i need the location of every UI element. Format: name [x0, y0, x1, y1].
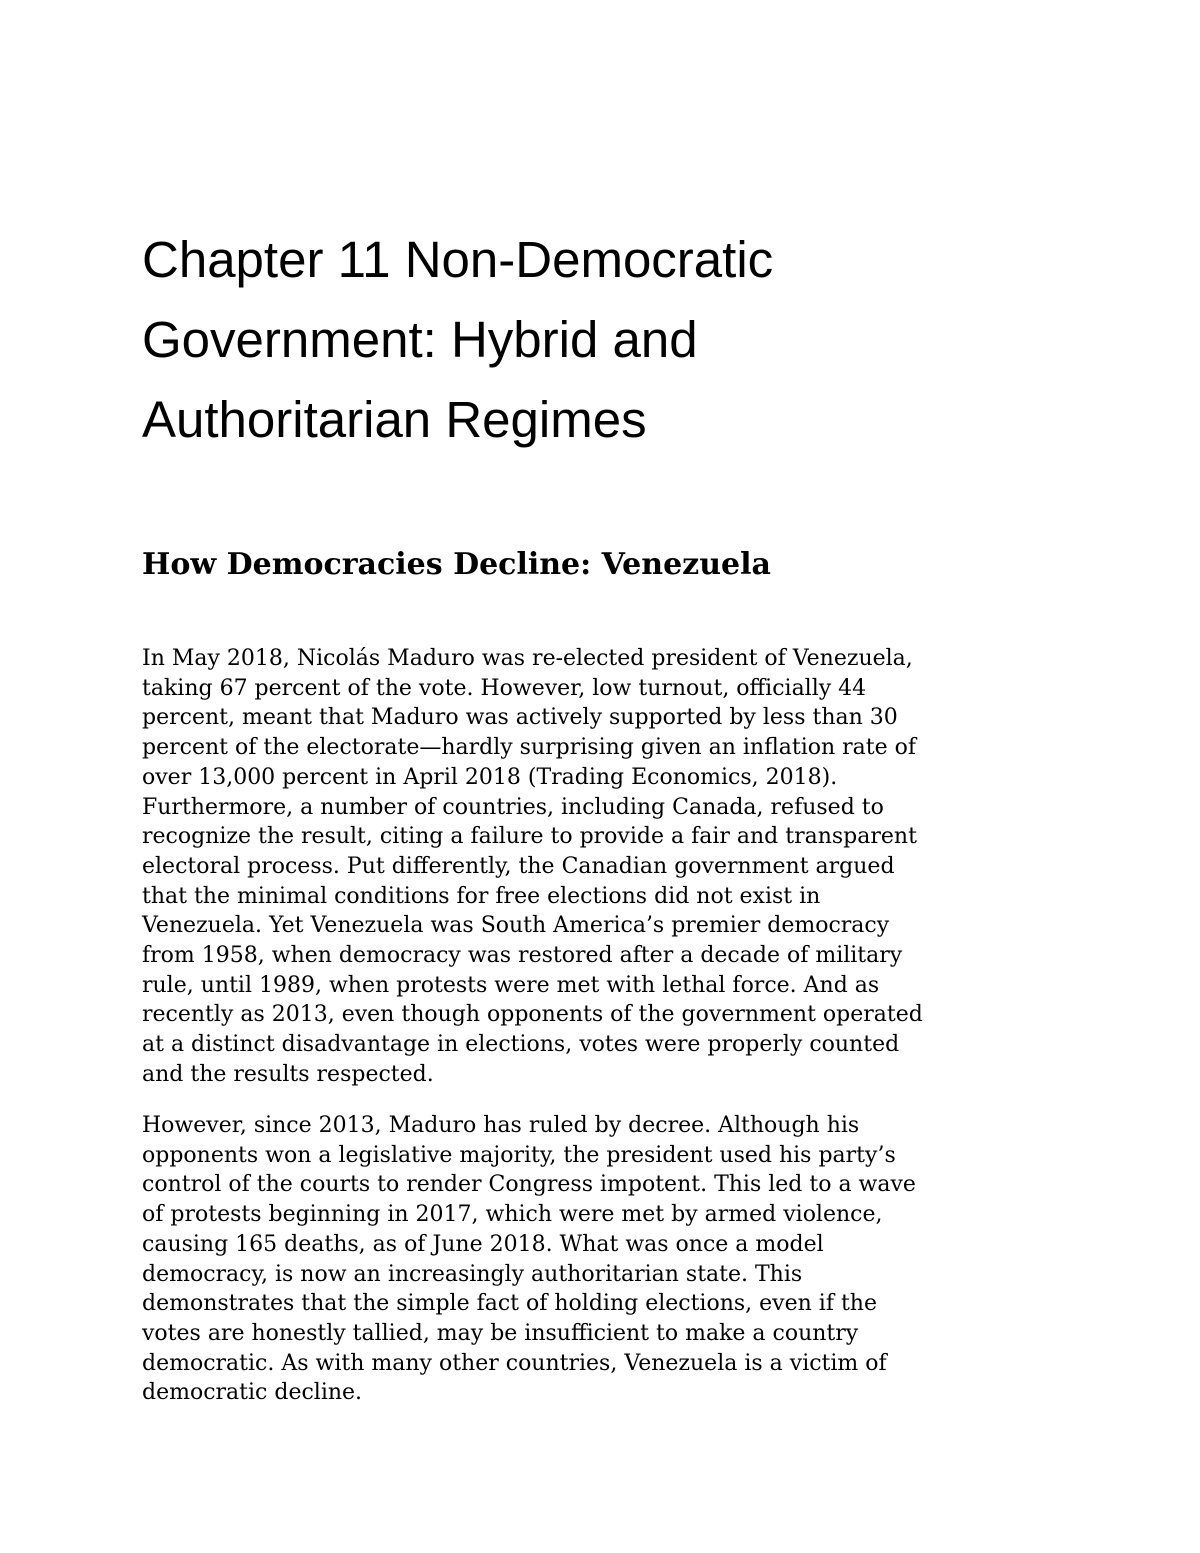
paragraph-line: opponents won a legislative majority, the president used his party’s	[142, 1142, 896, 1168]
paragraph-line: and the results respected.	[142, 1061, 434, 1087]
paragraph-line: causing 165 deaths, as of June 2018. What was once a model	[142, 1231, 824, 1257]
chapter-title-line: Authoritarian Regimes	[142, 391, 647, 448]
paragraph-line: rule, until 1989, when protests were met with lethal force. And as	[142, 972, 880, 998]
section-heading: How Democracies Decline: Venezuela	[142, 547, 771, 582]
paragraph-line: democratic. As with many other countries, Venezuela is a victim of	[142, 1350, 887, 1376]
paragraph-line: from 1958, when democracy was restored after a decade of military	[142, 943, 903, 969]
paragraph-line: democracy, is now an increasingly authoritarian state. This	[142, 1261, 803, 1287]
paragraph-line: recognize the result, citing a failure to provide a fair and transparent	[142, 824, 917, 850]
paragraph-line: over 13,000 percent in April 2018 (Trading Economics, 2018).	[142, 764, 838, 790]
paragraph-line: However, since 2013, Maduro has ruled by decree. Although his	[142, 1113, 860, 1138]
paragraph-line: taking 67 percent of the vote. However, low turnout, officially 44	[142, 675, 867, 701]
paragraph-line: percent, meant that Maduro was actively supported by less than 30	[142, 705, 898, 731]
chapter-title-line: Government: Hybrid and	[142, 311, 698, 368]
paragraph-line: votes are honestly tallied, may be insufficient to make a country	[142, 1320, 859, 1346]
paragraph-line: Venezuela. Yet Venezuela was South America’s premier democracy	[142, 913, 890, 939]
paragraph-line: of protests beginning in 2017, which were met by armed violence,	[142, 1202, 883, 1228]
paragraph-line: Furthermore, a number of countries, including Canada, refused to	[142, 794, 884, 820]
paragraph-line: percent of the electorate—hardly surprising given an inflation rate of	[142, 735, 917, 761]
paragraph-line: that the minimal conditions for free elections did not exist in	[142, 883, 821, 909]
paragraph-line: democratic decline.	[142, 1380, 363, 1406]
paragraph-line: recently as 2013, even though opponents of the government operated	[142, 1002, 923, 1028]
paragraph-line: at a distinct disadvantage in elections, votes were properly counted	[142, 1032, 900, 1058]
body-paragraph-1	[142, 644, 923, 1090]
body-paragraph-2	[142, 1111, 916, 1408]
paragraph-line: demonstrates that the simple fact of holding elections, even if the	[142, 1291, 877, 1317]
paragraph-line: control of the courts to render Congress impotent. This led to a wave	[142, 1172, 916, 1198]
paragraph-line: In May 2018, Nicolás Maduro was re-elected president of Venezuela,	[142, 646, 913, 671]
chapter-title-line: Chapter 11 Non-Democratic	[142, 231, 774, 288]
paragraph-line: electoral process. Put differently, the Canadian government argued	[142, 853, 895, 879]
chapter-title	[142, 220, 1102, 460]
